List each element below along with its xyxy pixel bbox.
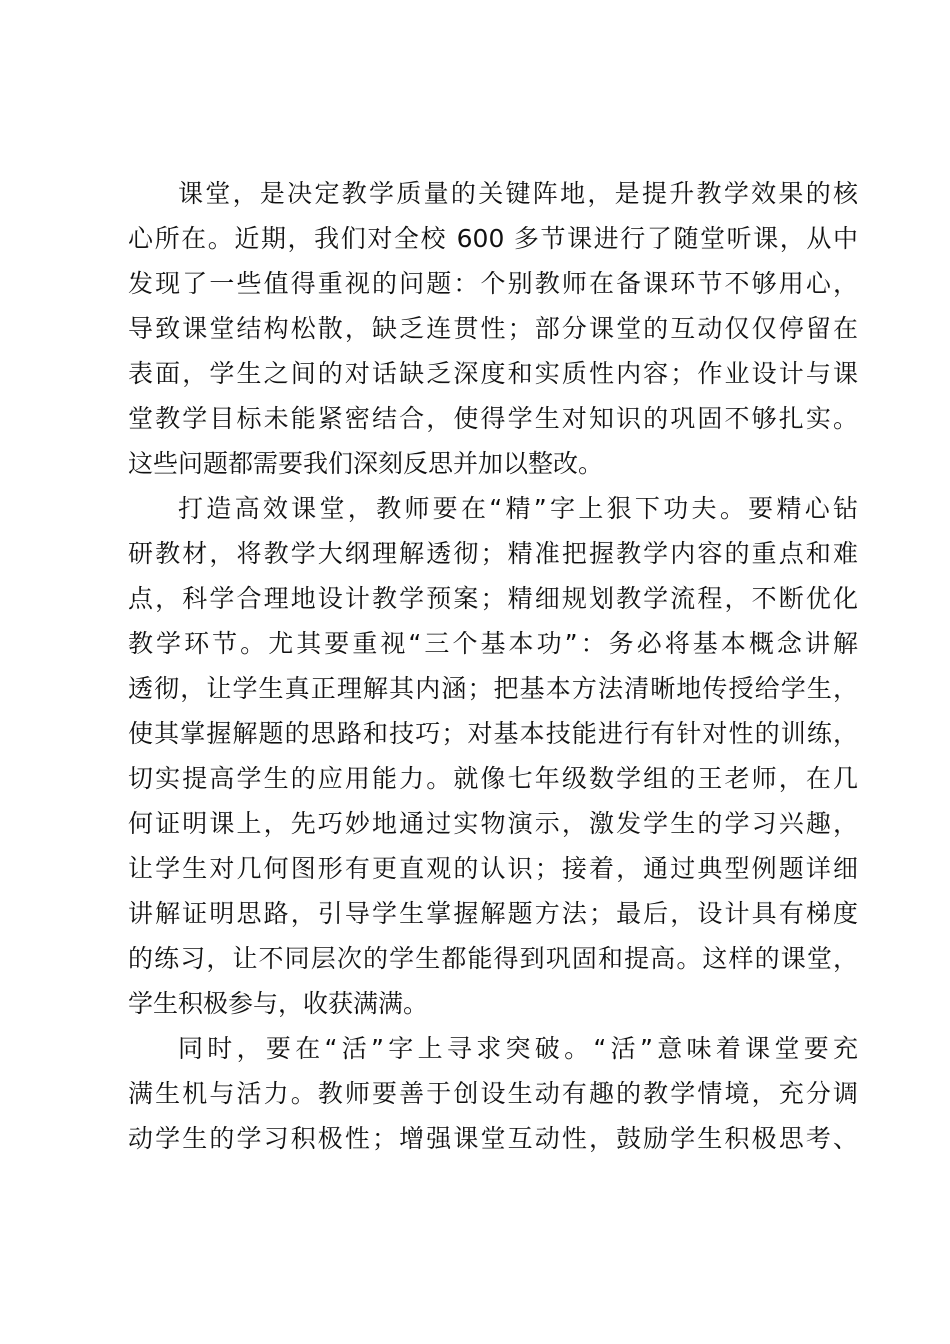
paragraph-2-line-8: 何证明课上，先巧妙地通过实物演示，激发学生的学习兴趣， — [128, 809, 858, 838]
body-text — [128, 171, 858, 1161]
paragraph-2-line-6: 使其掌握解题的思路和技巧；对基本技能进行有针对性的训练， — [128, 719, 858, 748]
paragraph-2-line-5: 透彻，让学生真正理解其内涵；把基本方法清晰地传授给学生， — [128, 674, 858, 703]
paragraph-1-line-2: 心所在。近期，我们对全校 600 多节课进行了随堂听课，从中 — [128, 224, 858, 253]
paragraph-2-line-9: 让学生对几何图形有更直观的认识；接着，通过典型例题详细 — [128, 854, 858, 883]
paragraph-3-line-3: 动学生的学习积极性；增强课堂互动性，鼓励学生积极思考、 — [128, 1124, 858, 1153]
paragraph-2-line-3: 点，科学合理地设计教学预案；精细规划教学流程，不断优化 — [128, 584, 858, 613]
paragraph-2-line-10: 讲解证明思路，引导学生掌握解题方法；最后，设计具有梯度 — [128, 899, 858, 928]
paragraph-2-line-12: 学生积极参与，收获满满。 — [128, 989, 429, 1018]
paragraph-3-line-1: 同时，要在“活”字上寻求突破。“活”意味着课堂要充 — [178, 1034, 858, 1063]
paragraph-1-line-1: 课堂，是决定教学质量的关键阵地，是提升教学效果的核 — [178, 179, 858, 208]
paragraph-2-line-2: 研教材，将教学大纲理解透彻；精准把握教学内容的重点和难 — [128, 539, 858, 568]
paragraph-2-line-11: 的练习，让不同层次的学生都能得到巩固和提高。这样的课堂， — [128, 944, 858, 973]
paragraph-2-line-7: 切实提高学生的应用能力。就像七年级数学组的王老师，在几 — [128, 764, 858, 793]
paragraph-3-line-2: 满生机与活力。教师要善于创设生动有趣的教学情境，充分调 — [128, 1079, 858, 1108]
paragraph-1-line-5: 表面，学生之间的对话缺乏深度和实质性内容；作业设计与课 — [128, 359, 858, 388]
paragraph-2-line-1: 打造高效课堂，教师要在“精”字上狠下功夫。要精心钻 — [178, 494, 858, 523]
paragraph-1-line-3: 发现了一些值得重视的问题：个别教师在备课环节不够用心， — [128, 269, 858, 298]
paragraph-2-line-4: 教学环节。尤其要重视“三个基本功”：务必将基本概念讲解 — [128, 629, 858, 658]
paragraph-1-line-4: 导致课堂结构松散，缺乏连贯性；部分课堂的互动仅仅停留在 — [128, 314, 858, 343]
paragraph-1-line-7: 这些问题都需要我们深刻反思并加以整改。 — [128, 449, 604, 478]
paragraph-1-line-6: 堂教学目标未能紧密结合，使得学生对知识的巩固不够扎实。 — [128, 404, 858, 433]
